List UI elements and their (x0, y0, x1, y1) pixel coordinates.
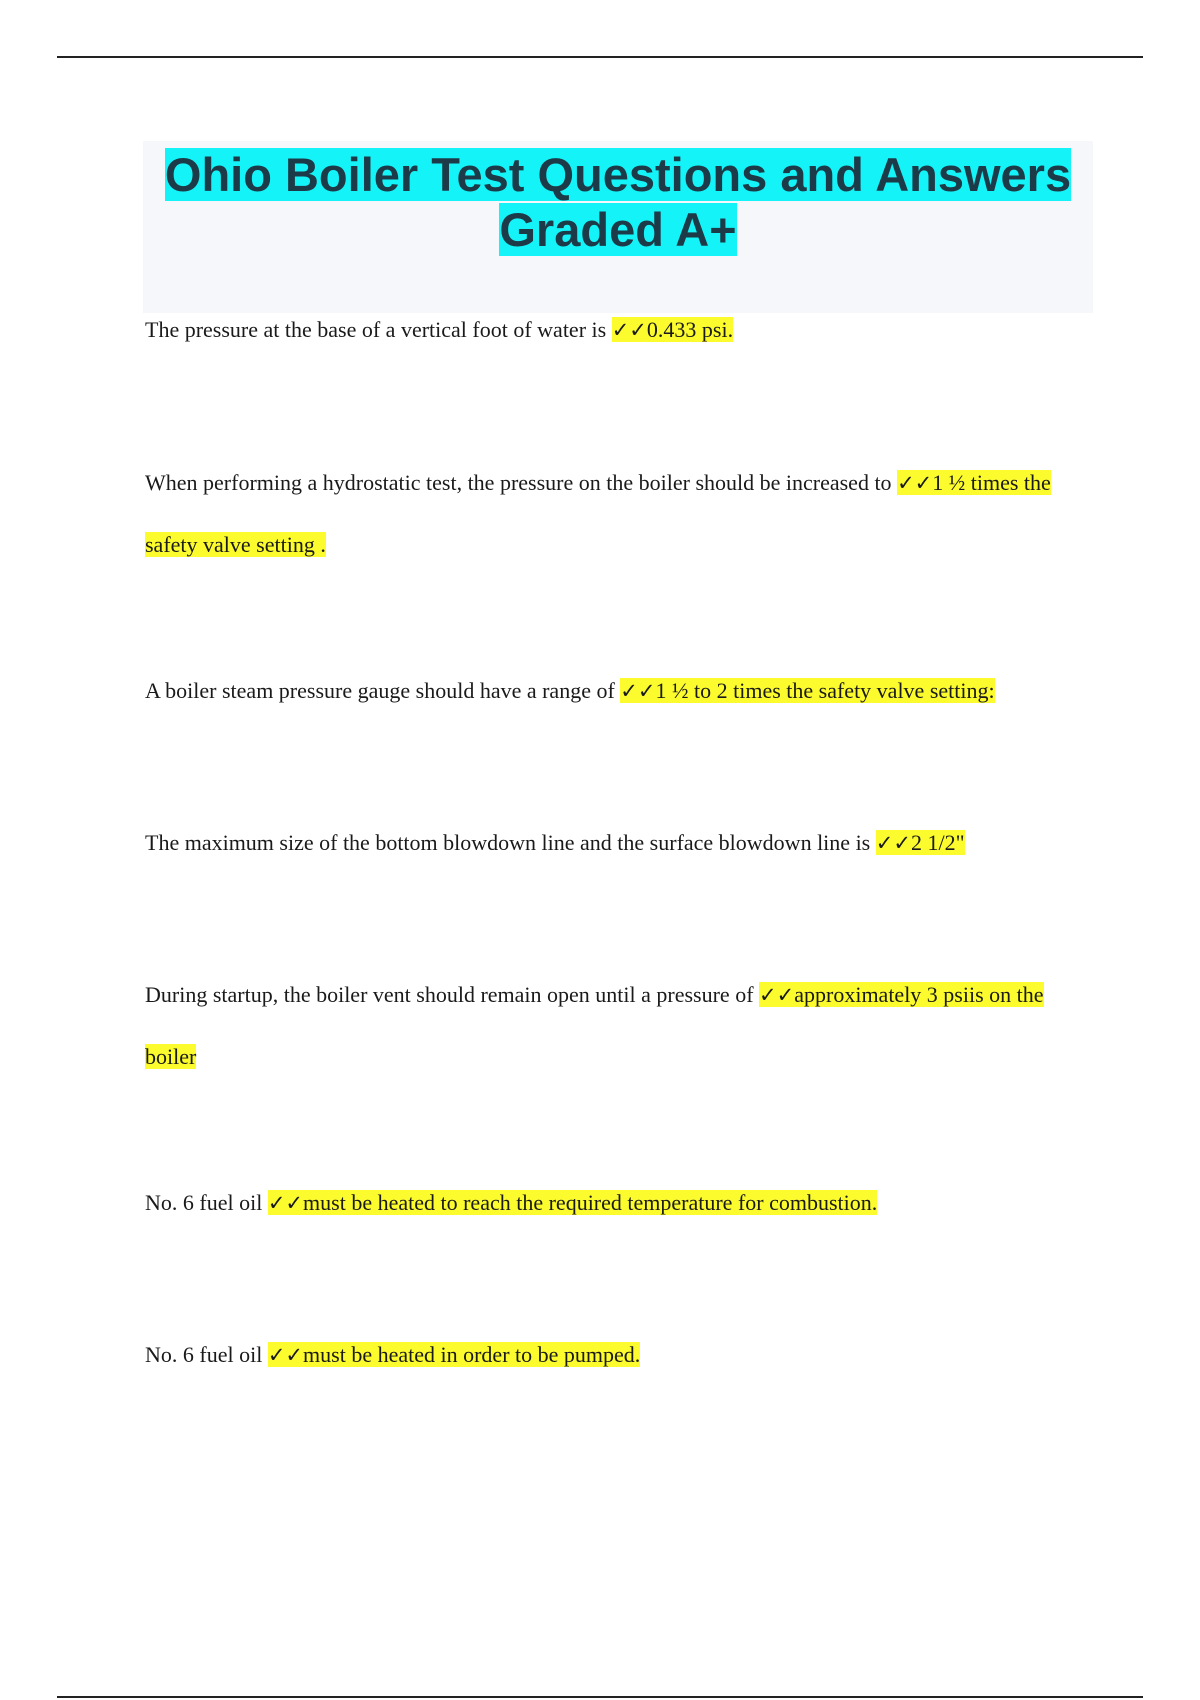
check-mark-icon: ✓✓ (267, 1191, 304, 1215)
check-mark-icon: ✓✓ (897, 471, 933, 495)
qa-item-1 (145, 299, 1095, 361)
question-text: The pressure at the base of a vertical foot of water is (145, 317, 612, 342)
check-mark-icon: ✓✓ (267, 1343, 304, 1367)
answer-highlight (620, 678, 994, 703)
answer-text: 0.433 psi. (646, 317, 734, 342)
question-text: The maximum size of the bottom blowdown line and the surface blowdown line is (145, 830, 876, 855)
question-text: When performing a hydrostatic test, the pressure on the boiler should be increased to (145, 470, 898, 495)
check-mark-icon: ✓✓ (611, 318, 647, 342)
qa-item-7 (145, 1324, 1095, 1386)
question-text: No. 6 fuel oil (145, 1342, 268, 1367)
qa-item-3 (145, 660, 1095, 722)
answer-highlight (612, 317, 733, 342)
answer-highlight (268, 1190, 877, 1215)
header-rule (57, 56, 1143, 58)
question-text: A boiler steam pressure gauge should have a range of (145, 678, 621, 703)
answer-text: 1 ½ to 2 times the safety valve setting: (655, 678, 995, 703)
answer-text: approximately 3 psiis on the boiler (145, 982, 1044, 1069)
answer-highlight (268, 1342, 640, 1367)
question-text: During startup, the boiler vent should remain open until a pressure of (145, 982, 760, 1007)
qa-item-5 (145, 964, 1095, 1087)
answer-text: must be heated to reach the required temperature for combustion. (303, 1190, 878, 1215)
question-text: No. 6 fuel oil (145, 1190, 268, 1215)
qa-item-2 (145, 452, 1095, 575)
document-title: Ohio Boiler Test Questions and Answers Graded A+ (164, 148, 1072, 256)
answer-text: 1 ½ times the safety valve setting . (145, 470, 1051, 557)
footer-rule (57, 1696, 1143, 1698)
check-mark-icon: ✓✓ (620, 679, 656, 703)
title-block (143, 141, 1093, 313)
check-mark-icon: ✓✓ (875, 831, 911, 855)
qa-item-6 (145, 1172, 1095, 1234)
answer-text: 2 1/2" (910, 830, 965, 855)
qa-item-4 (145, 812, 1095, 874)
answer-text: must be heated in order to be pumped. (303, 1342, 641, 1367)
check-mark-icon: ✓✓ (759, 983, 795, 1007)
answer-highlight (876, 830, 965, 855)
